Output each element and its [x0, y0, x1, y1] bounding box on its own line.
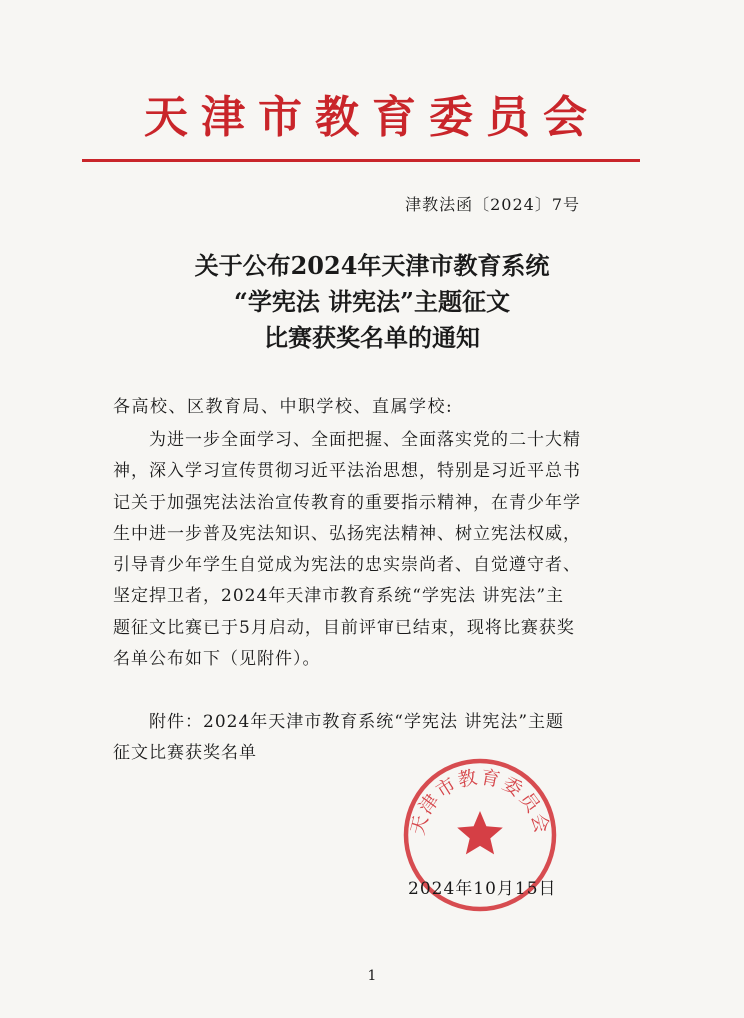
body-line: 为进一步全面学习、全面把握、全面落实党的二十大精 [149, 430, 581, 450]
body-line: 名单公布如下（见附件）。 [113, 649, 321, 670]
letterhead-red-rule [82, 159, 640, 162]
body-line: 记关于加强宪法法治宣传教育的重要指示精神，在青少年学 [113, 492, 581, 513]
seal-star-icon [457, 811, 503, 854]
body-line: 坚定捍卫者，2024年天津市教育系统“学宪法 讲宪法”主 [113, 586, 565, 607]
body-line: 引导青少年学生自觉成为宪法的忠实崇尚者、自觉遵守者、 [113, 555, 581, 576]
body-line: 生中进一步普及宪法知识、弘扬宪法精神、树立宪法权威， [113, 523, 581, 544]
attachment-line: 征文比赛获奖名单 [113, 743, 257, 763]
page-number: 1 [367, 968, 377, 984]
title-line: 比赛获奖名单的通知 [264, 323, 480, 352]
attachment-line: 附件：2024年天津市教育系统“学宪法 讲宪法”主题 [149, 712, 565, 732]
attachment-note [113, 707, 653, 769]
title-line: 关于公布2024年天津市教育系统 [194, 251, 550, 280]
body-line: 题征文比赛已于5月启动，目前评审已结束，现将比赛获奖 [113, 617, 575, 638]
issue-date: 2024年10月15日 [408, 879, 557, 899]
salutation: 各高校、区教育局、中职学校、直属学校: [113, 397, 454, 417]
seal-text: 天津市教育委员会 [406, 766, 554, 838]
title-line: “学宪法 讲宪法”主题征文 [234, 287, 510, 316]
document-number: 津教法函〔2024〕7号 [405, 195, 580, 214]
body-line: 神，深入学习宣传贯彻习近平法治思想，特别是习近平总书 [113, 461, 581, 482]
body-paragraph [113, 425, 653, 675]
letterhead-title: 天津市教育委员会 [144, 92, 600, 143]
document-title [92, 248, 652, 356]
